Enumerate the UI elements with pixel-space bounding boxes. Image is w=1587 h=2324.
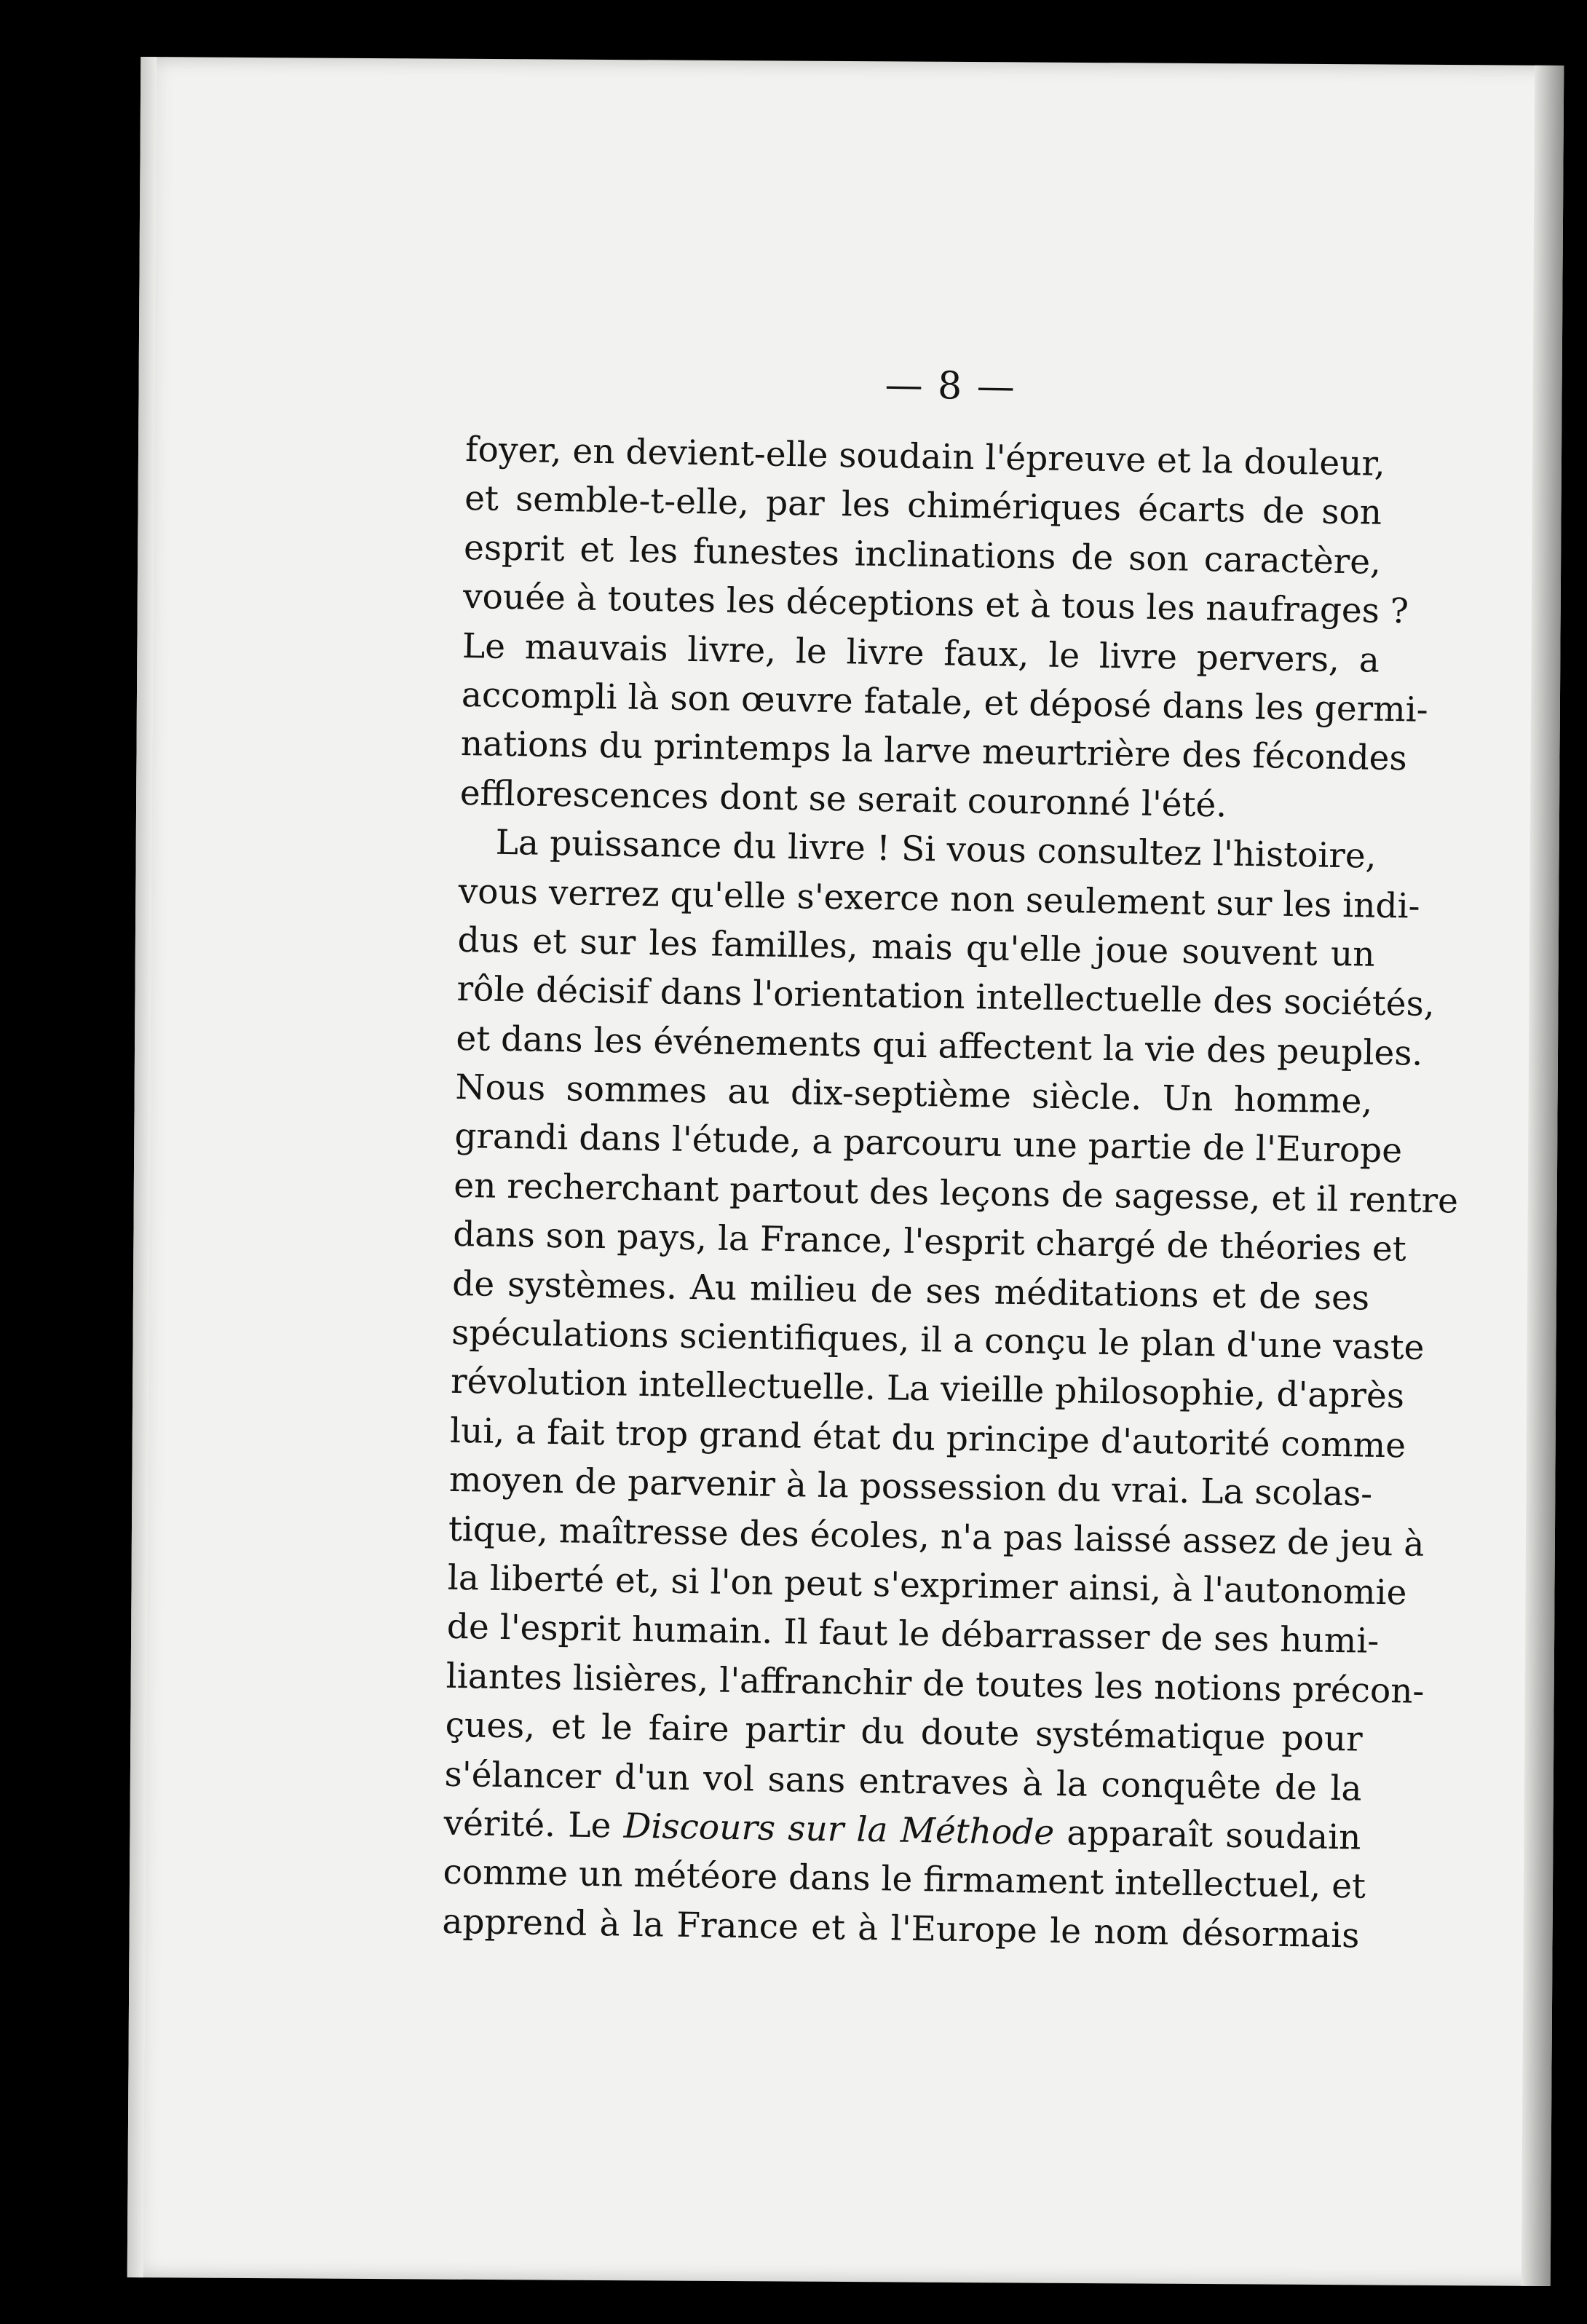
text-line: esprit et les funestes inclinations de son caractère, <box>463 527 1382 582</box>
text-line: foyer, en devient-elle soudain l'épreuve et la douleur, <box>464 429 1386 484</box>
page-number: — 8 — <box>884 363 1017 409</box>
text-line: comme un météore dans le firmament intellectuel, et <box>443 1852 1366 1907</box>
text-line: accompli là son œuvre fatale, et déposé dans les germi- <box>461 674 1429 730</box>
text-line: apprend à la France et à l'Europe le nom désormais <box>442 1901 1360 1956</box>
text-line: dans son pays, la France, l'esprit chargé de théories et <box>452 1214 1407 1270</box>
text-line: en recherchant partout des leçons de sagesse, et il rentre <box>453 1165 1459 1222</box>
text-line: dus et sur les familles, mais qu'elle joue souvent un <box>457 920 1375 975</box>
text-line: la liberté et, si l'on peut s'exprimer ainsi, à l'autonomie <box>447 1557 1407 1613</box>
text-line: tique, maîtresse des écoles, n'a pas laissé assez de jeu à <box>448 1509 1425 1565</box>
text-line: grandi dans l'étude, a parcouru une partie de l'Europe <box>454 1116 1403 1171</box>
text-line: efflorescences dont se serait couronné l'été. <box>459 772 1227 826</box>
text-line: de systèmes. Au milieu de ses méditations et de ses <box>451 1263 1370 1319</box>
text-line: s'élancer d'un vol sans entraves à la conquête de la <box>444 1754 1362 1809</box>
text-line: de l'esprit humain. Il faut le débarrasser de ses humi- <box>446 1607 1380 1662</box>
text-line: révolution intellectuelle. La vieille philosophie, d'après <box>450 1361 1405 1417</box>
page-left-edge <box>127 57 157 2277</box>
text-line: Le mauvais livre, le livre faux, le livre pervers, a <box>462 625 1380 681</box>
page-right-edge <box>1521 66 1564 2286</box>
text-segment: apparaît soudain <box>1053 1812 1361 1858</box>
italic-book-title: Discours sur la Méthode <box>623 1806 1055 1853</box>
text-line: rôle décisif dans l'orientation intellectuelle des sociétés, <box>456 969 1436 1025</box>
text-line: lui, a fait trop grand état du principe d'autorité comme <box>449 1410 1406 1466</box>
text-line: nations du printemps la larve meurtrière des fécondes <box>460 724 1408 779</box>
text-segment: vérité. Le <box>443 1803 625 1846</box>
text-line: et semble-t-elle, par les chimériques écarts de son <box>464 478 1382 534</box>
text-line: moyen de parvenir à la possession du vrai. La scolas- <box>448 1460 1373 1514</box>
text-line: Nous sommes au dix-septième siècle. Un homme, <box>455 1067 1373 1122</box>
text-block <box>442 363 1459 1961</box>
text-line: et dans les événements qui affectent la vie des peuples. <box>456 1018 1423 1074</box>
text-line: spéculations scientifiques, il a conçu le plan d'une vaste <box>451 1312 1425 1368</box>
text-line: La puissance du livre ! Si vous consultez l'histoire, <box>495 822 1377 877</box>
text-line: vous verrez qu'elle s'exerce non seulement sur les indi- <box>458 871 1420 927</box>
text-line: çues, et le faire partir du doute systématique pour <box>445 1704 1364 1760</box>
text-line: vouée à toutes les déceptions et à tous les naufrages ? <box>462 577 1409 632</box>
text-line: liantes lisières, l'affranchir de toutes les notions précon- <box>446 1656 1425 1712</box>
